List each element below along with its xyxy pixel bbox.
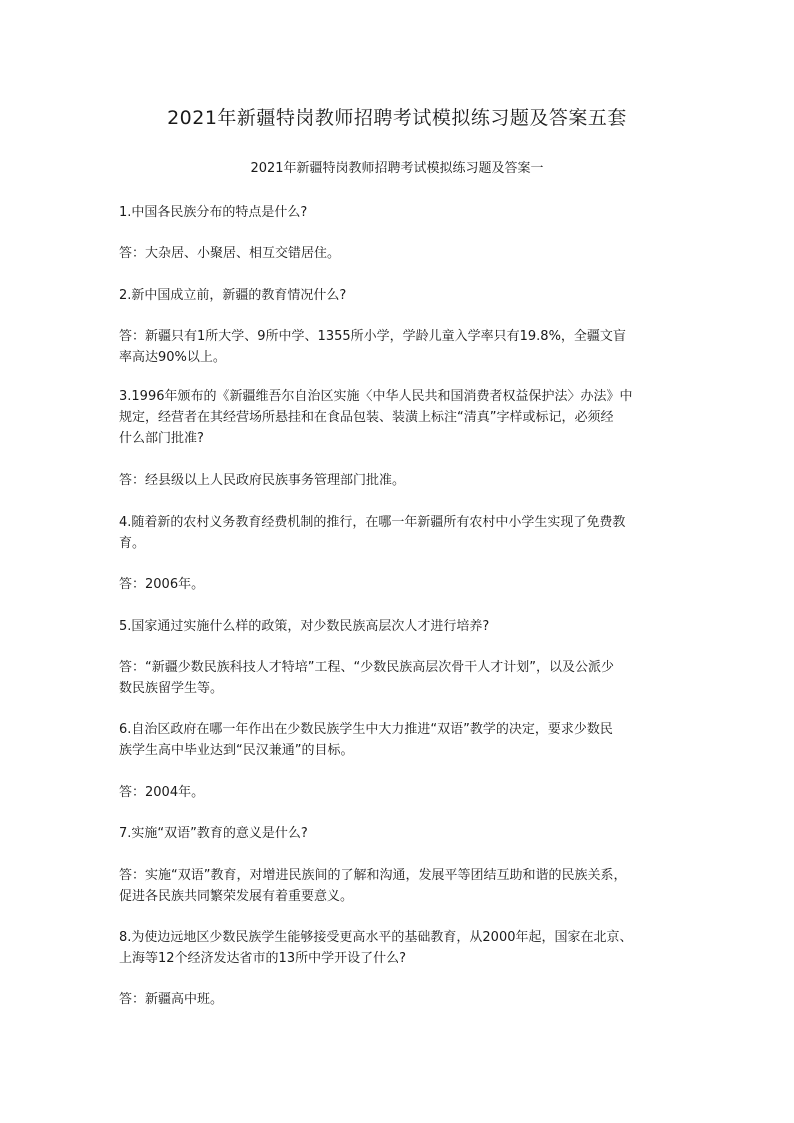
- text-line: 2.新中国成立前，新疆的教育情况什么?: [119, 288, 347, 303]
- text-line: 答：“新疆少数民族科技人才特培”工程、“少数民族高层次骨干人才计划”，以及公派少: [119, 660, 614, 675]
- text-line: 答：新疆高中班。: [119, 992, 224, 1007]
- text-line: 答：2006年。: [119, 577, 205, 592]
- text-line: 答：2004年。: [119, 785, 205, 800]
- document-subtitle: 2021年新疆特岗教师招聘考试模拟练习题及答案一: [250, 161, 544, 176]
- text-line: 族学生高中毕业达到“民汉兼通”的目标。: [119, 743, 354, 758]
- text-line: 促进各民族共同繁荣发展有着重要意义。: [119, 889, 354, 904]
- text-line: 数民族留学生等。: [119, 681, 224, 696]
- text-line: 5.国家通过实施什么样的政策，对少数民族高层次人才进行培养?: [119, 619, 490, 634]
- answer-2: [119, 326, 679, 368]
- text-line: 答：经县级以上人民政府民族事务管理部门批准。: [119, 473, 406, 488]
- text-line: 什么部门批准?: [119, 431, 204, 446]
- text-line: 1.中国各民族分布的特点是什么?: [119, 205, 308, 220]
- answer-7: [119, 865, 679, 907]
- text-line: 规定，经营者在其经营场所悬挂和在食品包装、装潢上标注“清真”字样或标记，必须经: [119, 410, 614, 425]
- text-line: 8.为使边远地区少数民族学生能够接受更高水平的基础教育，从2000年起，国家在北京、: [119, 930, 633, 945]
- text-line: 6.自治区政府在哪一年作出在少数民族学生中大力推进“双语”教学的决定，要求少数民: [119, 722, 613, 737]
- question-2: [119, 285, 679, 306]
- text-line: 率高达90%以上。: [119, 350, 226, 365]
- answer-5: [119, 657, 679, 699]
- text-line: 答：大杂居、小聚居、相互交错居住。: [119, 246, 341, 261]
- text-line: 7.实施“双语”教育的意义是什么?: [119, 826, 308, 841]
- answer-3: [119, 470, 679, 491]
- question-7: [119, 823, 679, 844]
- answer-8: [119, 989, 679, 1010]
- question-8: [119, 927, 679, 969]
- question-4: [119, 512, 679, 554]
- text-line: 上海等12个经济发达省市的13所中学开设了什么?: [119, 951, 406, 966]
- text-line: 4.随着新的农村义务教育经费机制的推行，在哪一年新疆所有农村中小学生实现了免费教: [119, 515, 626, 530]
- question-1: [119, 202, 679, 223]
- question-6: [119, 719, 679, 761]
- text-line: 答：新疆只有1所大学、9所中学、1355所小学，学龄儿童入学率只有19.8%，全疆文盲: [119, 329, 626, 344]
- text-line: 3.1996年颁布的《新疆维吾尔自治区实施〈中华人民共和国消费者权益保护法〉办法》中: [119, 389, 633, 404]
- answer-1: [119, 243, 679, 264]
- text-line: 育。: [119, 536, 146, 551]
- answer-4: [119, 574, 679, 595]
- document-title: 2021年新疆特岗教师招聘考试模拟练习题及答案五套: [167, 107, 627, 129]
- text-line: 答：实施“双语”教育，对增进民族间的了解和沟通，发展平等团结互助和谐的民族关系，: [119, 868, 627, 883]
- answer-6: [119, 782, 679, 803]
- question-5: [119, 616, 679, 637]
- question-3: [119, 386, 679, 449]
